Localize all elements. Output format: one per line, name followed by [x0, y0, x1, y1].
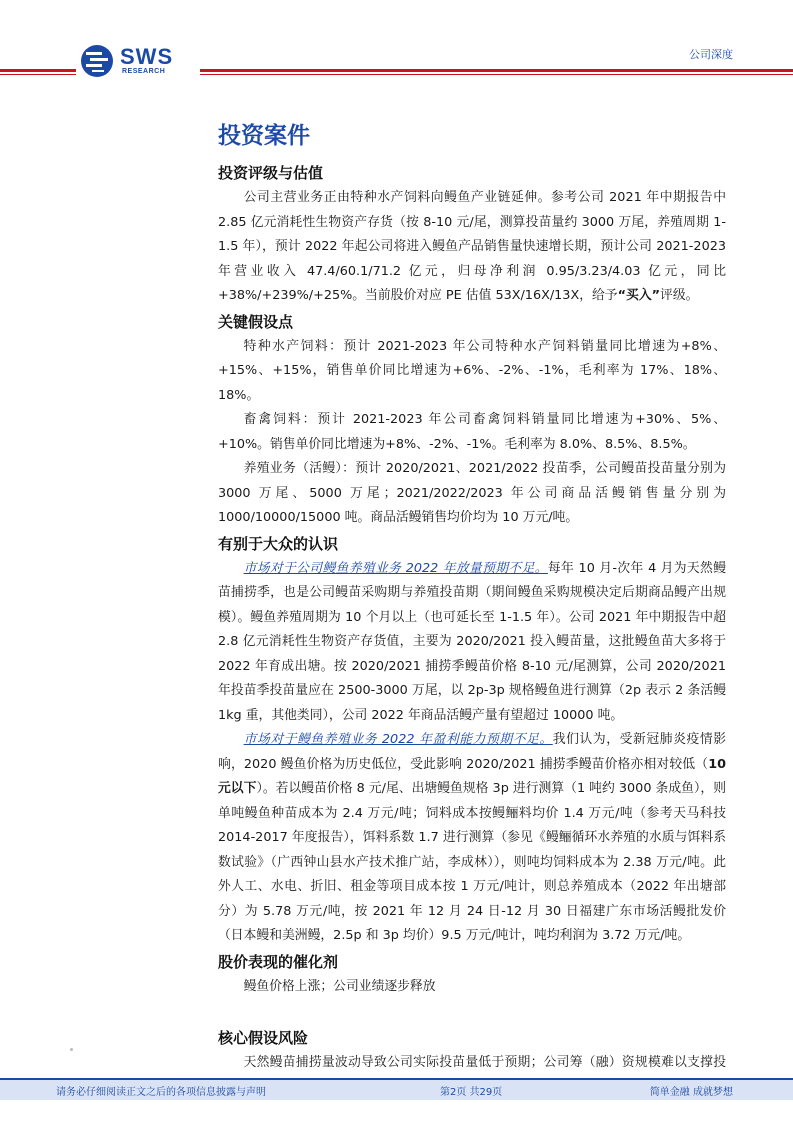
header-rule-right [200, 69, 793, 72]
sws-logo [80, 44, 180, 78]
different-paragraph-1 [218, 557, 726, 729]
different-highlight-2: 市场对于鳗鱼养殖业务 2022 年盈利能力预期不足。 [243, 732, 553, 747]
rating-text: 公司主营业务正由特种水产饲料向鳗鱼产业链延伸。参考公司 2021 年中期报告中 2.85 亿元消耗性生物资产存货（按 8-10 元/尾，测算投苗量约 3000 万尾，养殖周期 1-1.5 年），预计 2022 年起公司将进入鳗鱼产品销售量快速增长期，预计公司 2021-2023 年营业收入 47.4/60.1/71.2 亿元，归母净利润 0.95/3.23/4.03 亿元，同比 +38%/+239%/+25%。当前股价对应 PE 估值 53X/16X/13X，给予 [218, 190, 726, 303]
assumption-livestock-paragraph: 畜禽饲料：预计 2021-2023 年公司畜禽饲料销量同比增速为+30%、5%、+10%。销售单价同比增速为+8%、-2%、-1%。毛利率为 8.0%、8.5%、8.5%。 [218, 412, 726, 452]
page-title: 投资案件 [218, 123, 310, 149]
risk-paragraph: 天然鳗苗捕捞量波动导致公司实际投苗量低于预期；公司筹（融）资规模难以支撑投 [243, 1055, 726, 1070]
different-text-2a: 我们认为，受新冠肺炎疫情影响，2020 鳗鱼价格为历史低位，受此影响 2020/2021 捕捞季鳗苗价格亦相对较低（ [218, 732, 727, 772]
assumption-farming-paragraph: 养殖业务（活鳗）：预计 2020/2021、2021/2022 投苗季，公司鳗苗投苗量分别为 3000 万尾、5000 万尾；2021/2022/2023 年公司商品活鳗销售量分别为 1000/10000/15000 吨。商品活鳗销售均价均为 10 万元/吨。 [218, 461, 726, 525]
logo-subtext: RESEARCH [122, 68, 166, 75]
section-heading-assumptions: 关键假设点 [218, 312, 294, 331]
catalyst-paragraph: 鳗鱼价格上涨；公司业绩逐步释放 [243, 978, 436, 994]
assumption-feed-paragraph: 特种水产饲料：预计 2021-2023 年公司特种水产饲料销量同比增速为+8%、+15%、+15%，销售单价同比增速为+6%、-2%、-1%，毛利率为 17%、18%、18%。 [218, 338, 726, 403]
page-header [0, 0, 793, 90]
spacer [218, 999, 726, 1025]
footer-disclaimer: 请务必仔细阅读正文之后的各项信息披露与声明 [56, 1087, 266, 1098]
report-type-label: 公司深度 [689, 48, 733, 61]
section-heading-catalyst: 股价表现的催化剂 [218, 952, 339, 971]
main-content [218, 120, 726, 1100]
margin-dot [70, 1048, 73, 1051]
header-rule-left-thin [0, 74, 76, 75]
different-bold-2: 10 元以下 [218, 756, 726, 796]
different-text-1: 每年 10 月-次年 4 月为天然鳗苗捕捞季，也是公司鳗苗采购期与养殖投苗期（期间鳗鱼采购规模决定后期商品鳗产出规模）。鳗鱼养殖周期为 10 个月以上（也可延长至 1-1.5 年）。公司 2021 年中期报告中超 2.8 亿元消耗性生物资产存货值，主要为 2020/2021 投入鳗苗量，这批鳗鱼苗大多将于 2022 年育成出塘。按 2020/2021 捕捞季鳗苗价格 8-10 元/尾测算，公司 2020/2021 年投苗季投苗量应在 2500-3000 万尾，以 2p-3p 规格鳗鱼进行测算（2p 表示 2 条活鳗 1kg 重，其他类同），公司 2022 年商品活鳗产量有望超过 10000 吨。 [218, 560, 726, 723]
footer-slogan: 简单金融 成就梦想 [649, 1087, 733, 1098]
rating-paragraph [218, 186, 726, 309]
header-rule-left [0, 69, 76, 72]
rating-tail: 评级。 [660, 288, 699, 303]
different-text-2c: ）。若以鳗苗价格 8 元/尾、出塘鳗鱼规格 3p 进行测算（1 吨约 3000 条成鱼），则单吨鳗鱼种苗成本为 2.4 万元/吨；饲料成本按鳗鲡料均价 1.4 万元/吨（参考天马科技 2014-2017 年度报告），饵料系数 1.7 进行测算（参见《鳗鲡循环水养殖的水质与饵料系数试验》（广西钟山县水产技术推广站，李成林）），则吨均饲料成本为 2.38 万元/吨。此外人工、水电、折旧、租金等项目成本按 1 万元/吨计，则总养殖成本（2022 年出塘部分）为 5.78 万元/吨，按 2021 年 12 月 24 日-12 月 30 日福建广东市场活鳗批发价（日本鳗和美洲鳗，2.5p 和 3p 均价）9.5 万元/吨计，吨均利润为 3.72 万元/吨。 [218, 781, 726, 943]
section-heading-risk: 核心假设风险 [218, 1029, 309, 1047]
different-highlight-1: 市场对于公司鳗鱼养殖业务 2022 年放量预期不足。 [243, 560, 548, 576]
logo-text: SWS [120, 44, 174, 69]
header-rule-right-thin [200, 74, 793, 75]
section-heading-rating: 投资评级与估值 [218, 164, 324, 182]
rating-buy: “买入” [617, 288, 661, 303]
page-number: 第2页 共29页 [440, 1087, 503, 1098]
section-heading-different: 有别于大众的认识 [218, 534, 339, 553]
sws-logo-icon [80, 44, 114, 78]
different-paragraph-2 [218, 728, 726, 949]
